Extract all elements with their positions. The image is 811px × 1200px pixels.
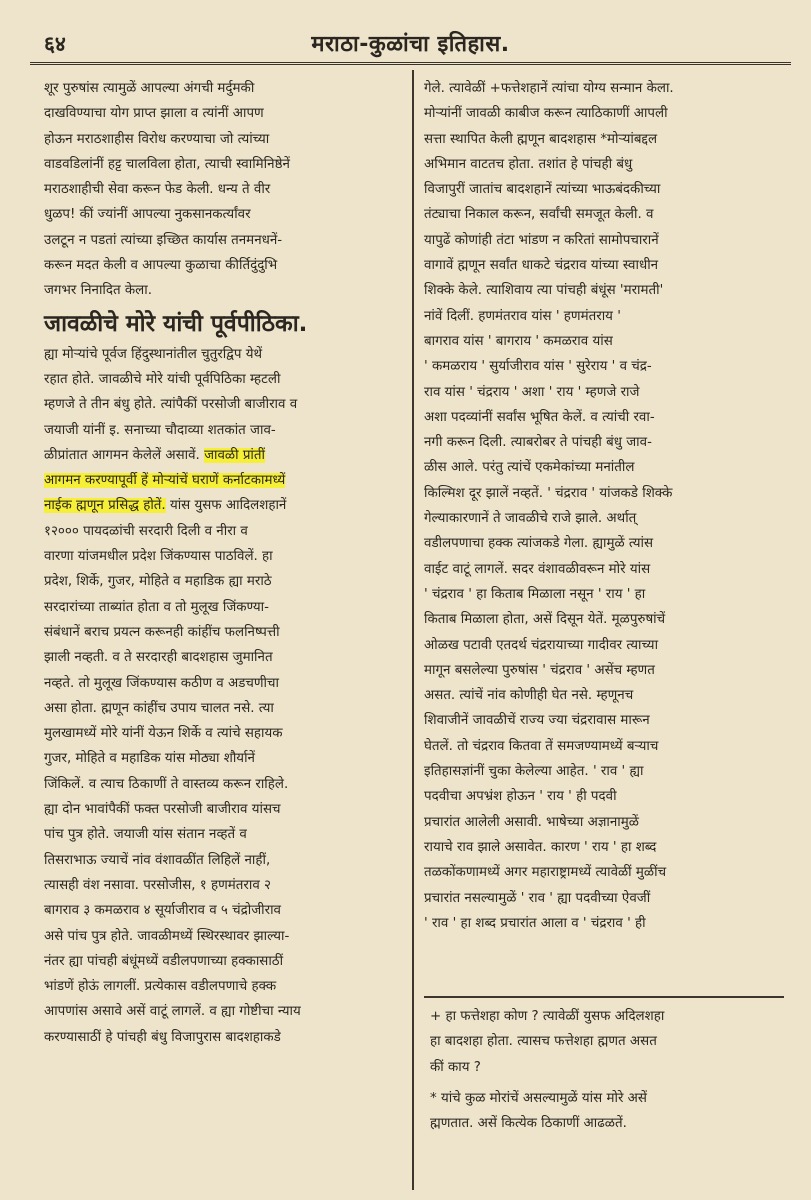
text-line: ह्या दोन भावांपैकीं फक्त परसोजी बाजीराव यांसच bbox=[44, 802, 281, 818]
text-line: किताब मिळाला होता, असें दिसून येतें. मूळपुरुषांचें bbox=[424, 612, 666, 628]
footnote-line: * यांचे कुळ मोरांचें असल्यामुळें यांस मोरे असें bbox=[430, 1090, 647, 1106]
footnote-line: ह्मणतात. असें कित्येक ठिकाणीं आढळतें. bbox=[430, 1116, 627, 1132]
text-line: उलटून न पडतां त्यांच्या इच्छित कार्यास तनमनधनें- bbox=[44, 232, 283, 248]
text-line: तंट्याचा निकाल करून, सर्वांची समजूत केली. व bbox=[424, 207, 654, 223]
text-line: म्हणजे ते तीन बंधु होते. त्यांपैकीं परसोजी बाजीराव व bbox=[44, 397, 298, 413]
text-line: होऊन मराठशाहीस विरोध करण्याचा जो त्यांच्या bbox=[44, 131, 270, 147]
text-line: गुजर, मोहिते व महाडिक यांस मोठ्या शौर्यानें bbox=[44, 751, 255, 767]
running-title: मराठा-कुळांचा इतिहास. bbox=[311, 32, 510, 57]
text-line: मुलखामध्यें मोरे यांनीं येऊन शिर्के व त्यांचे सहायक bbox=[44, 726, 283, 742]
text-line: जयाजी यांनीं इ. सनाच्या चौदाव्या शतकांत जाव- bbox=[44, 422, 276, 438]
footnote-divider bbox=[424, 996, 784, 998]
text-line: करून मदत केली व आपल्या कुळाचा कीर्तिदुंदुभि bbox=[44, 258, 278, 274]
text-line: रहात होते. जावळीचे मोरे यांची पूर्वपिठिका म्हटली bbox=[44, 371, 281, 387]
footnote-fattehshah bbox=[430, 1004, 786, 1080]
text-line: जगभर निनादित केला. bbox=[44, 283, 152, 299]
text-line: तिसराभाऊ ज्याचें नांव वंशावळींत लिहिलें नाहीं, bbox=[44, 852, 271, 868]
page-header bbox=[30, 26, 791, 65]
text-line: इतिहासज्ञांनीं चुका केलेल्या आहेत. ' राव ' ह्या bbox=[424, 764, 644, 780]
text-line: संबंधानें बराच प्रयत्न करूनही कांहींच फलनिष्पत्ती bbox=[44, 624, 280, 640]
paragraph-history bbox=[44, 342, 408, 1050]
text-line: वाडवडिलांनीं हट्ट चालविला होता, त्याची स्वामिनिष्ठेनें bbox=[44, 156, 290, 172]
text-line: यापुढें कोणांही तंटा भांडण न करितां सामोपचारानें bbox=[424, 232, 659, 248]
left-column bbox=[44, 76, 408, 1050]
text-line: वागावें ह्मणून सर्वांत धाकटे चंद्रराव यांच्या स्वाधीन bbox=[424, 258, 659, 274]
text-line: मराठशाहीची सेवा करून फेड केली. धन्य ते वीर bbox=[44, 182, 271, 198]
text-line: गेले. त्यावेळीं +फत्तेशहानें त्यांचा योग्य सन्मान केला. bbox=[424, 81, 674, 96]
text-segment: यांस युसफ आदिलशहानें bbox=[165, 498, 287, 514]
text-line-highlighted bbox=[44, 468, 408, 493]
text-line: राव यांस ' चंद्रराय ' अशा ' राय ' म्हणजे राजे bbox=[424, 384, 640, 400]
text-line-highlight-end bbox=[44, 493, 408, 518]
text-line: रायाचे राव झाले असावेत. कारण ' राय ' हा शब्द bbox=[424, 839, 657, 855]
highlighted-text: आगमन करण्यापूर्वी हें मोऱ्यांचें घराणें कर्नाटकामध्यें bbox=[44, 473, 286, 489]
footnotes bbox=[430, 1004, 786, 1142]
text-line: किल्मिश दूर झालें नव्हतें. ' चंद्रराव ' यांजकडे शिक्के bbox=[424, 485, 673, 501]
text-line: प्रचारांत आलेली असावी. भाषेच्या अज्ञानामुळें bbox=[424, 814, 639, 830]
text-line: ' राव ' हा शब्द प्रचारांत आला व ' चंद्रराव ' ही bbox=[424, 915, 646, 931]
right-column bbox=[424, 76, 786, 936]
text-line: झाली नव्हती. व ते सरदारही बादशहास जुमानित bbox=[44, 650, 273, 666]
text-line: बागराव ३ कमळराव ४ सूर्याजीराव व ५ चंद्रोजीराव bbox=[44, 903, 281, 919]
highlighted-text: नाईक ह्मणून प्रसिद्ध होतें. bbox=[44, 498, 166, 514]
text-line: वारणा यांजमधील प्रदेश जिंकण्यास पाठविलें. हा bbox=[44, 549, 273, 565]
text-line: आपणांस असावे असें वाटूं लागलें. व ह्या गोष्टीचा न्याय bbox=[44, 1004, 301, 1020]
text-line: १२००० पायदळांची सरदारी दिली व नीरा व bbox=[44, 523, 248, 539]
text-line: ओळख पटावी एतदर्थ चंद्ररायाच्या गादीवर त्याच्या bbox=[424, 637, 659, 653]
text-line: शूर पुरुषांस त्यामुळें आपल्या अंगची मर्दुमकी bbox=[44, 81, 255, 96]
text-line: असे पांच पुत्र होते. जावळीमध्यें स्थिरस्थावर झाल्या- bbox=[44, 928, 290, 944]
text-line: पदवीचा अपभ्रंश होऊन ' राय ' ही पदवी bbox=[424, 789, 617, 805]
text-line: नांवें दिलीं. हणमंतराव यांस ' हणमंतराय ' bbox=[424, 308, 621, 324]
text-line: तळकोंकणामध्यें अगर महाराष्ट्रामध्यें त्यावेळीं मुळींच bbox=[424, 865, 667, 881]
text-line: असा होता. ह्मणून कांहींच उपाय चालत नसे. त्या bbox=[44, 700, 274, 716]
text-line: धुळप! कीं ज्यांनीं आपल्या नुकसानकर्त्यांवर bbox=[44, 207, 251, 223]
text-line: मागून बसलेल्या पुरुषांस ' चंद्रराव ' असेंच म्हणत bbox=[424, 662, 655, 678]
text-line: नव्हते. तो मुलूख जिंकण्यास कठीण व अडचणीचा bbox=[44, 675, 279, 691]
footnote-line: + हा फत्तेशहा कोण ? त्यावेळीं युसफ अदिलशहा bbox=[430, 1009, 665, 1024]
text-line: असत. त्यांचें नांव कोणीही घेत नसे. म्हणूनच bbox=[424, 688, 634, 704]
section-heading: जावळीचे मोरे यांची पूर्वपीठिका. bbox=[44, 310, 308, 337]
text-line: दाखविण्याचा योग प्राप्त झाला व त्यांनीं आपण bbox=[44, 106, 264, 122]
text-line: विजापुरीं जातांच बादशहानें त्यांच्या भाऊबंदकीच्या bbox=[424, 182, 661, 198]
footnote-line: कीं काय ? bbox=[430, 1059, 481, 1075]
text-line: त्यासही वंश नसावा. परसोजीस, १ हणमंतराव २ bbox=[44, 877, 272, 893]
text-line: वाईट वाटूं लागलें. सदर वंशावळीवरून मोरे यांस bbox=[424, 561, 651, 577]
text-line: प्रचारांत नसल्यामुळें ' राव ' ह्या पदवीच्या ऐवजीं bbox=[424, 890, 651, 906]
text-line: वडीलपणाचा हक्क त्यांजकडे गेला. ह्यामुळें त्यांस bbox=[424, 536, 654, 552]
text-line: अशा पदव्यांनीं सर्वांस भूषित केलें. व त्यांची रवा- bbox=[424, 409, 655, 425]
footnote-line: हा बादशहा होता. त्यासच फत्तेशहा ह्मणत असत bbox=[430, 1034, 657, 1050]
text-segment: ळीप्रांतात आगमन केलेलें असावें. bbox=[44, 447, 205, 463]
text-line: ळीस आले. परंतु त्यांचें एकमेकांच्या मनांतील bbox=[424, 460, 635, 476]
text-line: बागराव यांस ' बागराय ' कमळराव यांस bbox=[424, 333, 613, 349]
text-line: ह्या मोऱ्यांचे पूर्वज हिंदुस्थानांतील चुतुरद्विप येथें bbox=[44, 346, 263, 362]
text-line: शिवाजीनें जावळीचें राज्य ज्या चंद्ररावास मारून bbox=[424, 713, 650, 729]
text-line-highlight-start bbox=[44, 443, 408, 468]
text-line: करण्यासाठीं हे पांचही बंधु विजापुरास बादशहाकडे bbox=[44, 1029, 281, 1045]
text-line: प्रदेश, शिर्के, गुजर, मोहिते व महाडिक ह्या मराठे bbox=[44, 574, 272, 590]
text-line: घेतलें. तो चंद्रराव कितवा तें समजण्यामध्यें बऱ्याच bbox=[424, 738, 659, 754]
text-line: भांडणें होऊं लागलीं. प्रत्येकास वडीलपणाचे हक्क bbox=[44, 979, 277, 995]
paragraph-intro bbox=[44, 76, 408, 304]
text-line: जिंकिलें. व त्याच ठिकाणीं ते वास्तव्य करून राहिले. bbox=[44, 776, 289, 792]
text-line: ' कमळराय ' सुर्याजीराव यांस ' सुरेराय ' व चंद्र- bbox=[424, 359, 652, 375]
text-line: ' चंद्रराव ' हा किताब मिळाला नसून ' राय ' हा bbox=[424, 586, 646, 602]
text-line: मोऱ्यांनीं जावळी काबीज करून त्याठिकाणीं आपली bbox=[424, 106, 668, 122]
text-line: सत्ता स्थापित केली ह्मणून बादशहास *मोऱ्यांबद्दल bbox=[424, 131, 658, 147]
text-line: अभिमान वाटतच होता. तशांत हे पांचही बंधु bbox=[424, 156, 633, 172]
text-line: नंतर ह्या पांचही बंधूंमध्यें वडीलपणाच्या हक्कासाठीं bbox=[44, 953, 284, 969]
text-line: गेल्याकारणानें ते जावळीचे राजे झाले. अर्थात् bbox=[424, 511, 637, 527]
column-divider bbox=[412, 70, 414, 1190]
footnote-more-clan bbox=[430, 1086, 786, 1137]
text-line: शिक्के केले. त्याशिवाय त्या पांचही बंधूंस 'मरामती' bbox=[424, 283, 664, 299]
page-number: ६४ bbox=[44, 32, 66, 56]
text-line: सरदारांच्या ताब्यांत होता व तो मुलूख जिंकण्या- bbox=[44, 599, 269, 615]
text-line: नगी करून दिली. त्याबरोबर ते पांचही बंधु जाव- bbox=[424, 435, 652, 451]
text-line: पांच पुत्र होते. जयाजी यांस संतान नव्हतें व bbox=[44, 827, 247, 843]
highlighted-text: जावळी प्रांतीं bbox=[204, 447, 266, 463]
